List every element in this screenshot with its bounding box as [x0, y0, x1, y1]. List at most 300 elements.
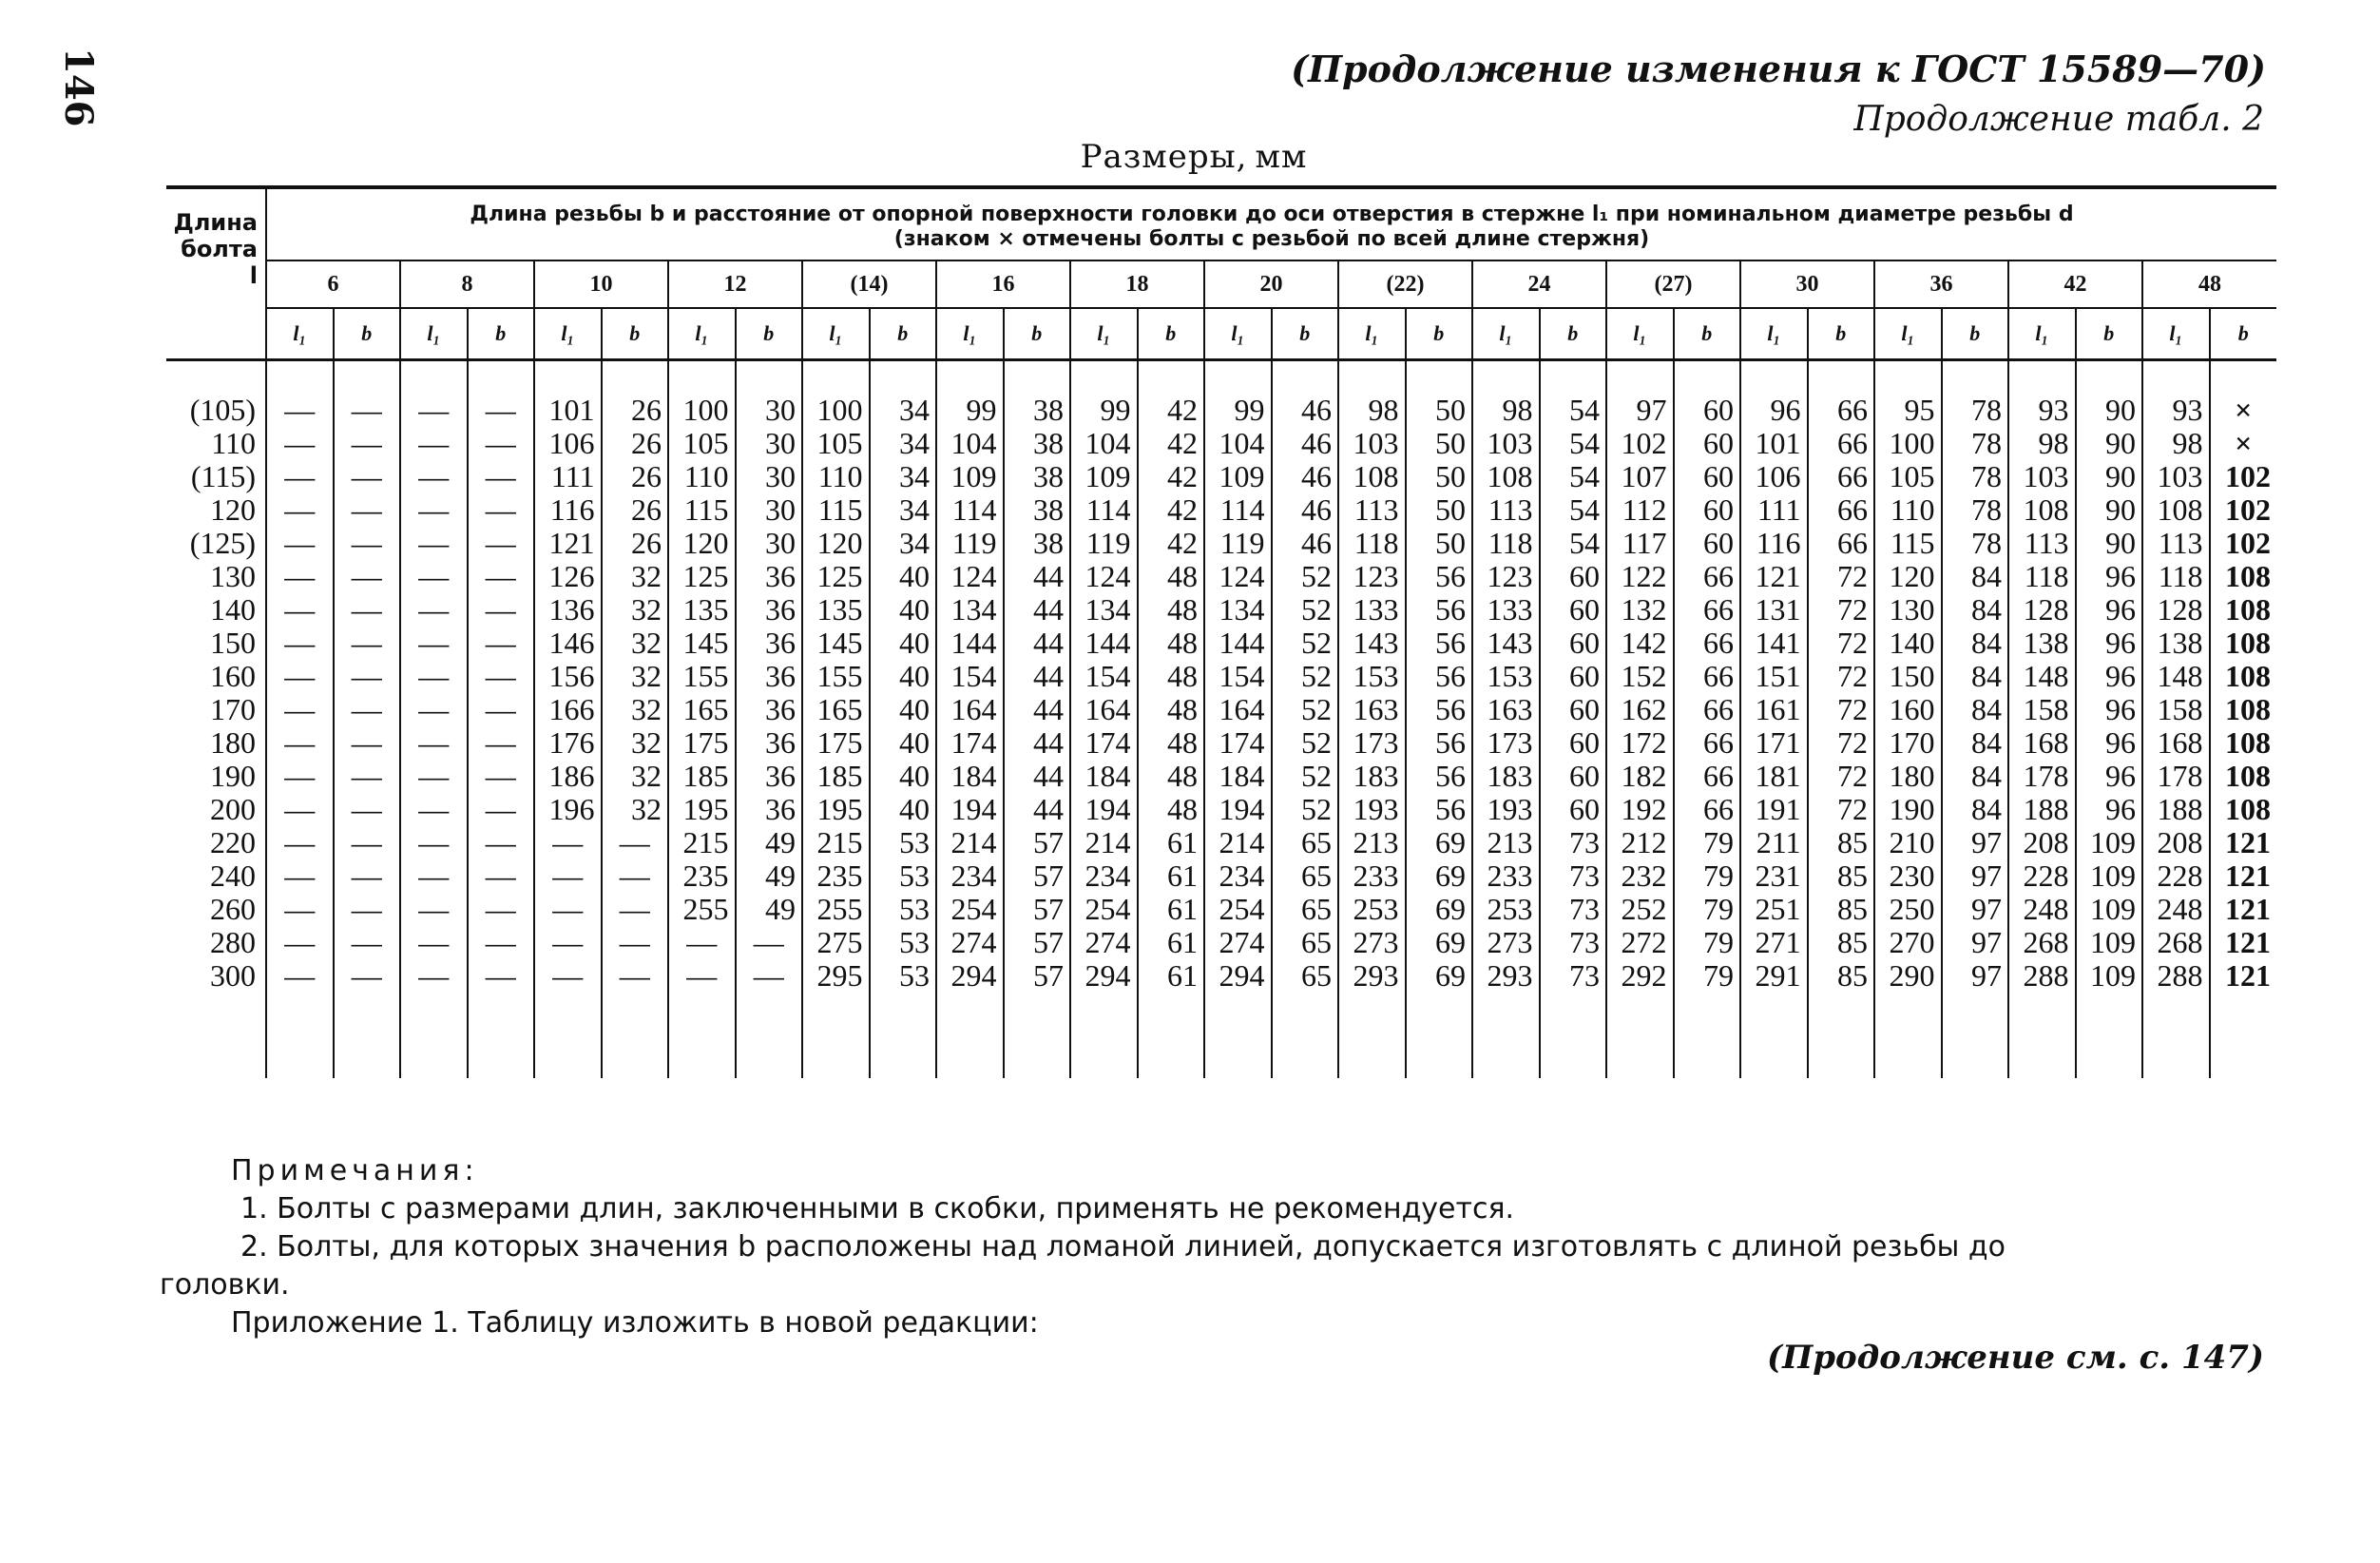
l1-value-cell: 235	[668, 859, 736, 893]
b-value-cell: 109	[2076, 859, 2143, 893]
b-value-cell: 48	[1138, 560, 1205, 593]
b-value-cell: 73	[1540, 893, 1607, 926]
b-value-cell: 34	[870, 527, 937, 560]
b-value-cell: —	[334, 460, 401, 493]
l1-value-cell: 115	[802, 493, 870, 527]
b-value-cell: 66	[1674, 660, 1741, 693]
b-value-cell: 109	[2076, 826, 2143, 859]
diameter-header: (22)	[1338, 260, 1472, 308]
spacer-cell	[1070, 360, 1138, 395]
b-value-cell: 36	[736, 593, 803, 627]
l1-value-cell: 168	[2008, 726, 2076, 760]
length-header-line1: Длина	[173, 208, 258, 236]
subheader-b: b	[736, 308, 803, 360]
l1-value-cell: 138	[2008, 627, 2076, 660]
l1-value-cell: 255	[802, 893, 870, 926]
l1-value-cell: 155	[802, 660, 870, 693]
l1-value-cell: 124	[936, 560, 1004, 593]
l1-value-cell: 248	[2142, 893, 2210, 926]
b-value-cell: 121	[2210, 893, 2277, 926]
b-value-cell: 52	[1272, 593, 1339, 627]
l1-value-cell: 98	[1472, 394, 1540, 427]
l1-value-cell: 108	[2142, 493, 2210, 527]
l1-value-cell: 271	[1740, 926, 1808, 959]
dimensions-table	[166, 189, 2276, 1078]
b-value-cell: —	[334, 593, 401, 627]
b-value-cell: 53	[870, 926, 937, 959]
l1-value-cell: 294	[1070, 959, 1138, 993]
l1-value-cell: 212	[1606, 826, 1674, 859]
b-value-cell: 57	[1004, 826, 1071, 859]
l1-value-cell: 255	[668, 893, 736, 926]
b-value-cell: 69	[1406, 826, 1473, 859]
notes-section	[160, 1152, 2279, 1342]
b-value-cell: 38	[1004, 460, 1071, 493]
b-value-cell: —	[334, 959, 401, 993]
l1-value-cell: 291	[1740, 959, 1808, 993]
bolt-length-cell: 170	[210, 692, 256, 726]
l1-value-cell: 140	[1874, 627, 1942, 660]
l1-value-cell: 213	[1338, 826, 1406, 859]
tail-cell	[2142, 993, 2210, 1078]
b-value-cell: 66	[1808, 427, 1875, 460]
b-value-cell: 60	[1540, 793, 1607, 826]
b-value-cell: 42	[1138, 460, 1205, 493]
b-value-cell: 26	[602, 427, 669, 460]
l1-value-cell: —	[400, 926, 468, 959]
b-value-cell: 121	[2210, 926, 2277, 959]
subheader-b: b	[1004, 308, 1071, 360]
b-value-cell: —	[602, 859, 669, 893]
l1-value-cell: 294	[1204, 959, 1272, 993]
l1-value-cell: 211	[1740, 826, 1808, 859]
l1-value-cell: 105	[1874, 460, 1942, 493]
l1-value-cell: 274	[1070, 926, 1138, 959]
b-value-cell: 49	[736, 893, 803, 926]
tail-cell	[736, 993, 803, 1078]
l1-value-cell: 107	[1606, 460, 1674, 493]
bolt-length-cell: (125)	[189, 526, 256, 560]
b-value-cell: 56	[1406, 793, 1473, 826]
b-value-cell: 60	[1540, 660, 1607, 693]
b-value-cell: —	[468, 427, 535, 460]
spacer-cell	[1406, 360, 1473, 395]
l1-value-cell: 230	[1874, 859, 1942, 893]
tail-cell	[1874, 993, 1942, 1078]
tail-cell	[1540, 993, 1607, 1078]
l1-value-cell: 151	[1740, 660, 1808, 693]
table-row	[166, 826, 2276, 859]
b-value-cell: 61	[1138, 959, 1205, 993]
l1-value-cell: 150	[1874, 660, 1942, 693]
subheader-b: b	[870, 308, 937, 360]
l1-value-cell: 119	[1204, 527, 1272, 560]
b-value-cell: —	[468, 926, 535, 959]
l1-value-cell: —	[266, 660, 334, 693]
l1-value-cell: 108	[1338, 460, 1406, 493]
l1-value-cell: 213	[1472, 826, 1540, 859]
l1-value-cell: 130	[1874, 593, 1942, 627]
l1-value-cell: 268	[2142, 926, 2210, 959]
bolt-length-cell: 120	[210, 492, 256, 527]
subheader-b: b	[602, 308, 669, 360]
b-value-cell: 44	[1004, 660, 1071, 693]
table-row	[166, 493, 2276, 527]
b-value-cell: 121	[2210, 826, 2277, 859]
l1-value-cell: 153	[1472, 660, 1540, 693]
l1-value-cell: 155	[668, 660, 736, 693]
b-value-cell: 108	[2210, 560, 2277, 593]
b-value-cell: 36	[736, 726, 803, 760]
b-value-cell: 40	[870, 560, 937, 593]
l1-value-cell: 145	[802, 627, 870, 660]
b-value-cell: —	[468, 959, 535, 993]
l1-value-cell: —	[266, 460, 334, 493]
b-value-cell: 34	[870, 427, 937, 460]
l1-value-cell: 99	[1070, 394, 1138, 427]
b-value-cell: 30	[736, 493, 803, 527]
spacer-cell	[1272, 360, 1339, 395]
l1-value-cell: 288	[2142, 959, 2210, 993]
l1-value-cell: —	[400, 394, 468, 427]
b-value-cell: 60	[1674, 460, 1741, 493]
b-value-cell: 66	[1808, 527, 1875, 560]
table-row	[166, 859, 2276, 893]
l1-value-cell: 186	[534, 760, 602, 793]
b-value-cell: 50	[1406, 493, 1473, 527]
table-row	[166, 793, 2276, 826]
b-value-cell: 96	[2076, 627, 2143, 660]
l1-value-cell: —	[534, 893, 602, 926]
tail-cell	[2210, 993, 2277, 1078]
b-value-cell: 53	[870, 959, 937, 993]
b-value-cell: —	[468, 460, 535, 493]
l1-value-cell: —	[400, 427, 468, 460]
spacer-cell	[468, 360, 535, 395]
b-value-cell: 69	[1406, 959, 1473, 993]
l1-value-cell: —	[400, 726, 468, 760]
b-value-cell: 26	[602, 493, 669, 527]
b-value-cell: 66	[1674, 560, 1741, 593]
diameter-header: 12	[668, 260, 802, 308]
l1-value-cell: 175	[802, 726, 870, 760]
l1-value-cell: 215	[668, 826, 736, 859]
table-tail-row	[166, 993, 2276, 1078]
b-value-cell: 121	[2210, 959, 2277, 993]
b-value-cell: 49	[736, 859, 803, 893]
b-value-cell: 61	[1138, 859, 1205, 893]
b-value-cell: 56	[1406, 593, 1473, 627]
b-value-cell: 72	[1808, 693, 1875, 726]
l1-value-cell: 156	[534, 660, 602, 693]
b-value-cell: —	[736, 959, 803, 993]
b-value-cell: 40	[870, 726, 937, 760]
note-1: 1. Болты с размерами длин, заключенными в скобки, применять не рекомендуется.	[240, 1192, 1515, 1225]
b-value-cell: 54	[1540, 460, 1607, 493]
l1-value-cell: 235	[802, 859, 870, 893]
subheader-b: b	[1808, 308, 1875, 360]
b-value-cell: 61	[1138, 893, 1205, 926]
l1-value-cell: 132	[1606, 593, 1674, 627]
tail-cell	[1606, 993, 1674, 1078]
l1-value-cell: 250	[1874, 893, 1942, 926]
l1-value-cell: 161	[1740, 693, 1808, 726]
l1-value-cell: 99	[1204, 394, 1272, 427]
l1-value-cell: 113	[1472, 493, 1540, 527]
l1-value-cell: 134	[1070, 593, 1138, 627]
b-value-cell: —	[468, 627, 535, 660]
diameter-header-row	[166, 260, 2276, 308]
bolt-length-cell: 190	[210, 759, 256, 793]
bolt-length-cell: 260	[210, 892, 256, 926]
subheader-l1: l₁	[1338, 308, 1406, 360]
b-value-cell: 121	[2210, 859, 2277, 893]
b-value-cell: 65	[1272, 959, 1339, 993]
tail-cell	[668, 993, 736, 1078]
b-value-cell: 73	[1540, 859, 1607, 893]
b-value-cell: 48	[1138, 627, 1205, 660]
l1-value-cell: 114	[936, 493, 1004, 527]
length-header	[166, 189, 266, 308]
b-value-cell: 57	[1004, 926, 1071, 959]
subheader-b: b	[334, 308, 401, 360]
l1-value-cell: 93	[2008, 394, 2076, 427]
l1-value-cell: —	[266, 859, 334, 893]
b-value-cell: 96	[2076, 760, 2143, 793]
spacer-cell	[534, 360, 602, 395]
l1-value-cell: 183	[1338, 760, 1406, 793]
b-value-cell: 56	[1406, 560, 1473, 593]
b-value-cell: 66	[1674, 793, 1741, 826]
b-value-cell: 85	[1808, 959, 1875, 993]
b-value-cell: 56	[1406, 693, 1473, 726]
b-value-cell: 54	[1540, 493, 1607, 527]
l1-value-cell: 131	[1740, 593, 1808, 627]
l1-value-cell: 275	[802, 926, 870, 959]
b-value-cell: 53	[870, 826, 937, 859]
l1-value-cell: 158	[2008, 693, 2076, 726]
l1-value-cell: —	[400, 593, 468, 627]
b-value-cell: 56	[1406, 660, 1473, 693]
b-value-cell: 96	[2076, 593, 2143, 627]
l1-value-cell: 208	[2142, 826, 2210, 859]
l1-value-cell: 288	[2008, 959, 2076, 993]
diameter-header: 30	[1740, 260, 1874, 308]
l1-value-cell: 195	[802, 793, 870, 826]
b-value-cell: —	[468, 394, 535, 427]
l1-value-cell: 120	[802, 527, 870, 560]
l1-value-cell: —	[668, 959, 736, 993]
l1-value-cell: 128	[2142, 593, 2210, 627]
l1-value-cell: 173	[1338, 726, 1406, 760]
b-value-cell: 36	[736, 760, 803, 793]
l1-value-cell: 253	[1338, 893, 1406, 926]
b-value-cell: —	[602, 826, 669, 859]
l1-value-cell: 103	[1338, 427, 1406, 460]
l1-value-cell: —	[400, 760, 468, 793]
l1-value-cell: —	[266, 893, 334, 926]
b-value-cell: 78	[1942, 427, 2009, 460]
b-value-cell: 66	[1808, 460, 1875, 493]
b-value-cell: 102	[2210, 460, 2277, 493]
diameter-header: (14)	[802, 260, 936, 308]
l1-value-cell: 113	[2008, 527, 2076, 560]
l1-value-cell: —	[266, 527, 334, 560]
document-header: (Продолжение изменения к ГОСТ 15589—70)	[1291, 48, 2266, 90]
b-value-cell: 40	[870, 627, 937, 660]
diameter-header: 36	[1874, 260, 2008, 308]
l1-value-cell: 101	[534, 394, 602, 427]
b-value-cell: 102	[2210, 493, 2277, 527]
l1-value-cell: 183	[1472, 760, 1540, 793]
b-value-cell: 38	[1004, 493, 1071, 527]
l1-value-cell: 251	[1740, 893, 1808, 926]
l1-value-cell: 153	[1338, 660, 1406, 693]
l1-value-cell: 152	[1606, 660, 1674, 693]
b-value-cell: 32	[602, 693, 669, 726]
l1-value-cell: 97	[1606, 394, 1674, 427]
b-value-cell: 109	[2076, 893, 2143, 926]
tail-cell	[400, 993, 468, 1078]
b-value-cell: 46	[1272, 460, 1339, 493]
l1-value-cell: —	[266, 627, 334, 660]
l1-value-cell: 172	[1606, 726, 1674, 760]
l1-value-cell: 116	[534, 493, 602, 527]
b-value-cell: 97	[1942, 826, 2009, 859]
l1-value-cell: 143	[1472, 627, 1540, 660]
tail-cell	[166, 993, 266, 1078]
subheader-b: b	[1942, 308, 2009, 360]
l1-value-cell: 173	[1472, 726, 1540, 760]
l1-value-cell: 228	[2142, 859, 2210, 893]
l1-value-cell: 166	[534, 693, 602, 726]
l1-value-cell: 93	[2142, 394, 2210, 427]
b-value-cell: 69	[1406, 893, 1473, 926]
table-row	[166, 427, 2276, 460]
l1-value-cell: 111	[534, 460, 602, 493]
l1-value-cell: 118	[2142, 560, 2210, 593]
diameter-header: 18	[1070, 260, 1204, 308]
b-value-cell: 72	[1808, 760, 1875, 793]
table-row	[166, 627, 2276, 660]
l1-value-cell: 208	[2008, 826, 2076, 859]
l1-value-cell: 98	[1338, 394, 1406, 427]
b-value-cell: —	[736, 926, 803, 959]
l1-value-cell: 136	[534, 593, 602, 627]
b-value-cell: 90	[2076, 527, 2143, 560]
b-value-cell: 84	[1942, 693, 2009, 726]
b-value-cell: 108	[2210, 793, 2277, 826]
l1-value-cell: 123	[1472, 560, 1540, 593]
b-value-cell: —	[468, 893, 535, 926]
l1-value-cell: 210	[1874, 826, 1942, 859]
b-value-cell: 50	[1406, 394, 1473, 427]
l1-value-cell: 106	[534, 427, 602, 460]
b-value-cell: —	[468, 560, 535, 593]
b-value-cell: 26	[602, 460, 669, 493]
l1-value-cell: 215	[802, 826, 870, 859]
bolt-length-cell: 150	[210, 626, 256, 660]
b-value-cell: 78	[1942, 394, 2009, 427]
subheader-l1: l₁	[668, 308, 736, 360]
table-title-line1: Длина резьбы b и расстояние от опорной поверхности головки до оси отверстия в стержне l₁ при номинальном диаметре резьбы d	[470, 203, 2074, 226]
l1-value-cell: 162	[1606, 693, 1674, 726]
l1-value-cell: 95	[1874, 394, 1942, 427]
b-value-cell: 50	[1406, 460, 1473, 493]
l1-value-cell: 163	[1472, 693, 1540, 726]
table-row	[166, 693, 2276, 726]
l1-value-cell: 104	[936, 427, 1004, 460]
l1-value-cell: 109	[1204, 460, 1272, 493]
l1-value-cell: —	[400, 660, 468, 693]
l1-value-cell: 188	[2008, 793, 2076, 826]
b-value-cell: 26	[602, 394, 669, 427]
subheader-b: b	[468, 308, 535, 360]
bolt-length-cell: 200	[210, 792, 256, 826]
l1-value-cell: 168	[2142, 726, 2210, 760]
bolt-length-cell: 240	[210, 859, 256, 893]
l1-value-cell: 272	[1606, 926, 1674, 959]
b-value-cell: —	[334, 859, 401, 893]
l1-value-cell: 142	[1606, 627, 1674, 660]
b-value-cell: 56	[1406, 760, 1473, 793]
l1-value-cell: —	[266, 493, 334, 527]
l1-value-cell: 294	[936, 959, 1004, 993]
spacer-cell	[1606, 360, 1674, 395]
l1-value-cell: 165	[802, 693, 870, 726]
b-value-cell: 52	[1272, 560, 1339, 593]
b-value-cell: 42	[1138, 394, 1205, 427]
b-value-cell: 85	[1808, 859, 1875, 893]
l1-value-cell: 98	[2008, 427, 2076, 460]
l1-value-cell: 141	[1740, 627, 1808, 660]
b-value-cell: —	[334, 693, 401, 726]
diameter-header: (27)	[1606, 260, 1740, 308]
b-value-cell: 40	[870, 793, 937, 826]
spacer-cell	[1942, 360, 2009, 395]
b-value-cell: 52	[1272, 760, 1339, 793]
table-row	[166, 394, 2276, 427]
bolt-length-cell: 140	[210, 592, 256, 627]
l1-value-cell: 184	[1204, 760, 1272, 793]
l1-value-cell: 133	[1472, 593, 1540, 627]
b-value-cell: 69	[1406, 926, 1473, 959]
l1-value-cell: 115	[1874, 527, 1942, 560]
l1-value-cell: 124	[1204, 560, 1272, 593]
l1-value-cell: 163	[1338, 693, 1406, 726]
l1-value-cell: —	[400, 826, 468, 859]
l1-value-cell: 113	[1338, 493, 1406, 527]
b-value-cell: 66	[1674, 693, 1741, 726]
spacer-cell	[936, 360, 1004, 395]
l1-value-cell: 293	[1338, 959, 1406, 993]
b-value-cell: 108	[2210, 660, 2277, 693]
tail-cell	[468, 993, 535, 1078]
l1-value-cell: —	[400, 859, 468, 893]
table-row	[166, 760, 2276, 793]
spacer-cell	[266, 360, 334, 395]
l1-value-cell: 114	[1204, 493, 1272, 527]
b-value-cell: 46	[1272, 527, 1339, 560]
b-value-cell: 44	[1004, 593, 1071, 627]
tail-cell	[334, 993, 401, 1078]
spacer-cell	[2008, 360, 2076, 395]
l1-value-cell: 214	[936, 826, 1004, 859]
l1-value-cell: 233	[1338, 859, 1406, 893]
l1-value-cell: 110	[802, 460, 870, 493]
b-value-cell: 40	[870, 760, 937, 793]
l1-value-cell: 194	[1070, 793, 1138, 826]
